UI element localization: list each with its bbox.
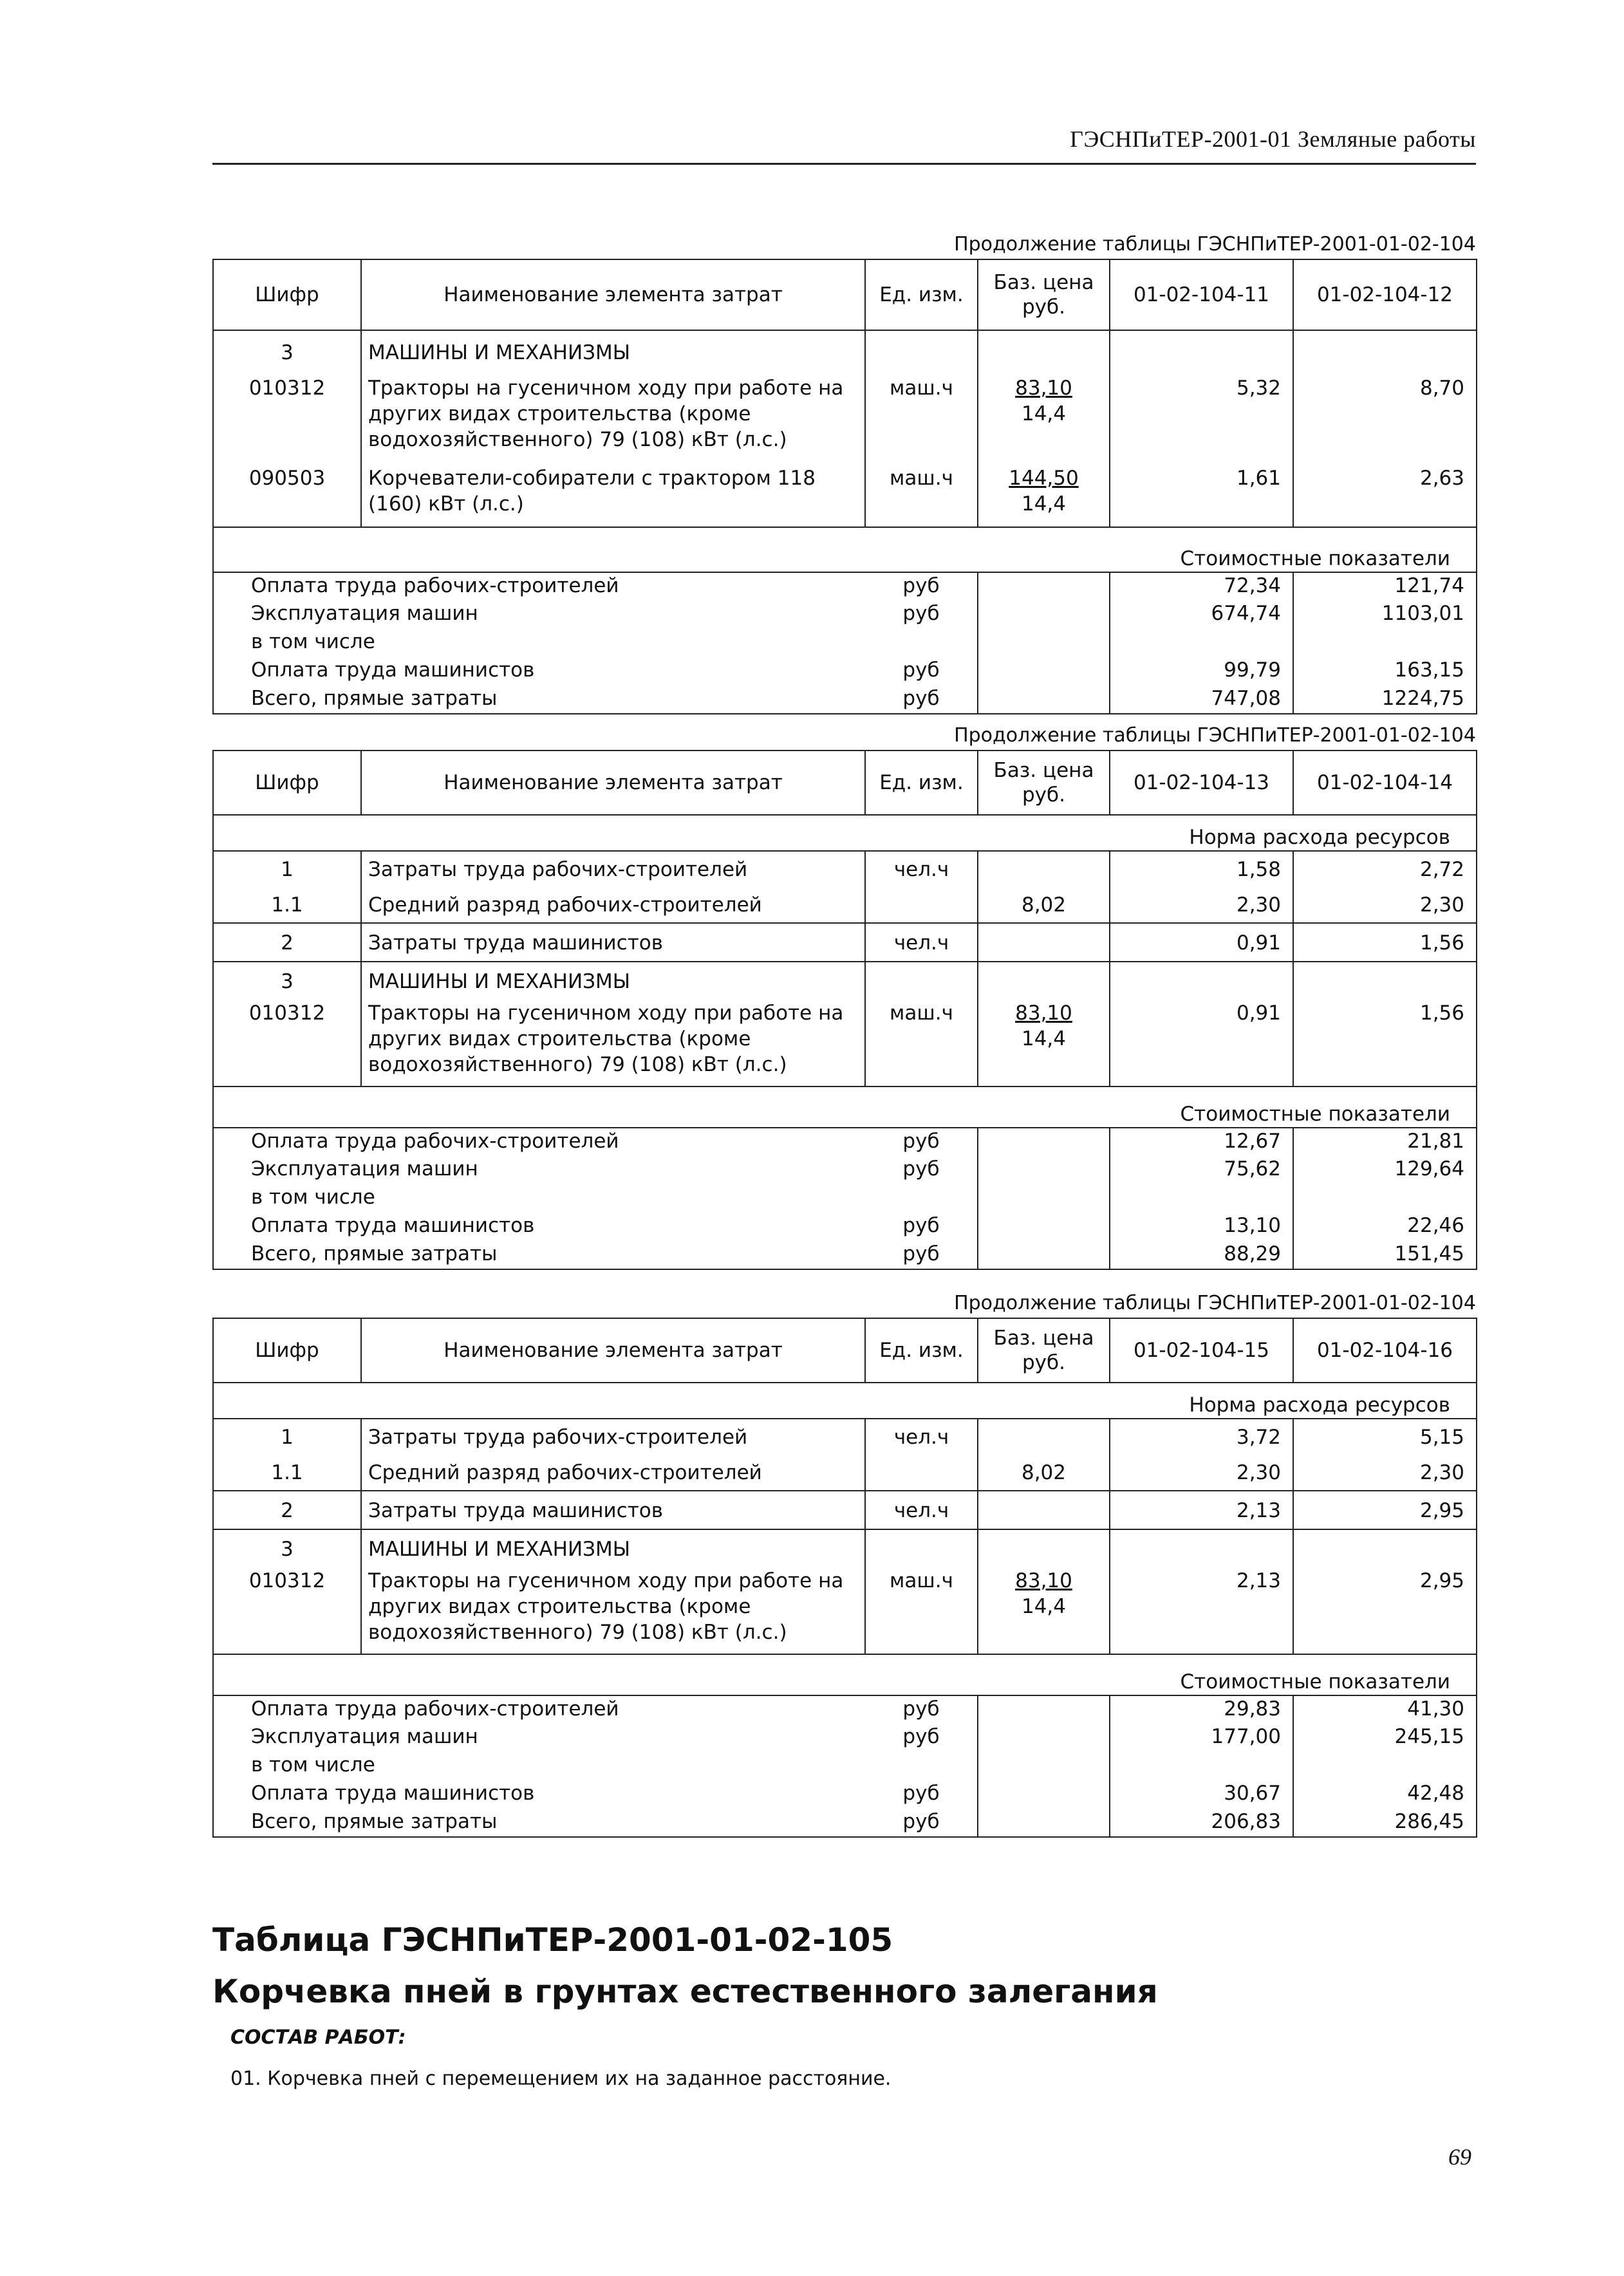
cost-price [978,1809,1110,1837]
row-col-b: 2,30 [1293,887,1477,923]
cost-name: Эксплуатация машин [213,1156,865,1184]
row-col-a: 0,91 [1110,923,1293,962]
cost-unit: руб [865,1809,978,1837]
cost-col-a: 177,00 [1110,1724,1293,1752]
cost-table-2 [212,750,1477,1270]
row-price [978,1419,1110,1455]
row-col-a: 2,13 [1110,1568,1293,1654]
spacer [213,527,1110,572]
cost-price [978,1695,1110,1724]
table-row [213,375,1477,465]
cost-label: Стоимостные показатели [1110,527,1477,572]
table-row [213,1000,1477,1087]
header-price: Баз. цена руб. [978,259,1110,330]
cost-col-a [1110,629,1293,657]
row-price [978,962,1110,1000]
row-col-b: 8,70 [1293,375,1477,465]
cost-col-a: 29,83 [1110,1695,1293,1724]
cost-price [978,629,1110,657]
row-col-b: 5,15 [1293,1419,1477,1455]
cost-row [213,1695,1477,1724]
row-col-a: 2,30 [1110,1455,1293,1491]
page-header [212,126,1476,165]
cost-price [978,1156,1110,1184]
cost-unit: руб [865,1695,978,1724]
row-code: 2 [213,1491,361,1529]
row-unit: маш.ч [865,375,978,465]
cost-unit: руб [865,1241,978,1269]
row-unit: маш.ч [865,1568,978,1654]
cost-unit: руб [865,1128,978,1156]
cost-name: в том числе [213,1184,865,1213]
cost-unit [865,1752,978,1780]
header-unit: Ед. изм. [865,1318,978,1383]
cost-col-a [1110,1184,1293,1213]
cost-name: в том числе [213,629,865,657]
price-index: 14,4 [1021,1595,1067,1618]
cost-col-b: 245,15 [1293,1724,1477,1752]
cost-unit: руб [865,1780,978,1809]
row-code: 1 [213,1419,361,1455]
cost-price [978,1128,1110,1156]
row-price [978,375,1110,465]
row-name: МАШИНЫ И МЕХАНИЗМЫ [361,962,865,1000]
cost-col-b: 129,64 [1293,1156,1477,1184]
row-col-b [1293,330,1477,375]
cost-col-a: 88,29 [1110,1241,1293,1269]
price-value: 144,50 [1009,467,1079,490]
price-value: 83,10 [1015,1569,1072,1592]
cost-row [213,1156,1477,1184]
cost-label: Стоимостные показатели [1110,1087,1477,1128]
table-caption: Продолжение таблицы ГЭСНПиТЕР-2001-01-02-104 [954,233,1476,256]
table-row [213,1419,1477,1455]
row-code: 010312 [213,1000,361,1087]
cost-row [213,657,1477,686]
header-price: Баз. цена руб. [978,751,1110,815]
cost-price [978,1213,1110,1241]
row-col-a [1110,1529,1293,1568]
work-composition-label: СОСТАВ РАБОТ: [230,2026,406,2049]
cost-price [978,657,1110,686]
table-row [213,465,1477,527]
cost-row [213,629,1477,657]
cost-name: Оплата труда рабочих-строителей [213,572,865,601]
row-price: 8,02 [978,887,1110,923]
cost-row [213,1184,1477,1213]
row-col-a [1110,962,1293,1000]
cost-unit: руб [865,1724,978,1752]
cost-unit [865,1184,978,1213]
row-unit: чел.ч [865,851,978,887]
cost-col-b: 286,45 [1293,1809,1477,1837]
price-index: 14,4 [1021,1027,1067,1050]
header-row [213,259,1477,330]
cost-price [978,1241,1110,1269]
cost-price [978,601,1110,629]
cost-row [213,601,1477,629]
row-name: Корчеватели-собиратели с трактором 118 (160) кВт (л.с.) [361,465,865,527]
cost-col-a: 206,83 [1110,1809,1293,1837]
row-name: Средний разряд рабочих-строителей [361,1455,865,1491]
norm-label: Норма расхода ресурсов [1110,815,1477,851]
row-price [978,465,1110,527]
row-price [978,851,1110,887]
row-name: Затраты труда машинистов [361,1491,865,1529]
cost-row [213,1241,1477,1269]
row-unit [865,887,978,923]
cost-col-b: 121,74 [1293,572,1477,601]
header-col-a: 01-02-104-15 [1110,1318,1293,1383]
cost-col-b: 163,15 [1293,657,1477,686]
header-code: Шифр [213,751,361,815]
cost-col-b [1293,629,1477,657]
row-col-b: 2,95 [1293,1491,1477,1529]
header-unit: Ед. изм. [865,751,978,815]
header-col-b: 01-02-104-12 [1293,259,1477,330]
row-col-a: 0,91 [1110,1000,1293,1087]
cost-col-a: 13,10 [1110,1213,1293,1241]
row-col-a: 5,32 [1110,375,1293,465]
row-code: 3 [213,330,361,375]
cost-price [978,686,1110,714]
header-code: Шифр [213,259,361,330]
row-name: МАШИНЫ И МЕХАНИЗМЫ [361,1529,865,1568]
cost-unit: руб [865,1213,978,1241]
cost-row [213,1128,1477,1156]
row-col-b: 1,56 [1293,1000,1477,1087]
header-col-a: 01-02-104-11 [1110,259,1293,330]
cost-name: Оплата труда рабочих-строителей [213,1128,865,1156]
cost-row [213,1752,1477,1780]
spacer [213,1654,1110,1695]
row-name: Затраты труда рабочих-строителей [361,1419,865,1455]
header-name: Наименование элемента затрат [361,751,865,815]
header-text: ГЭСНПиТЕР-2001-01 Земляные работы [1070,126,1476,152]
row-code: 010312 [213,375,361,465]
row-name: Затраты труда машинистов [361,923,865,962]
cost-name: Оплата труда машинистов [213,1213,865,1241]
row-col-a: 2,30 [1110,887,1293,923]
cost-col-b: 151,45 [1293,1241,1477,1269]
cost-table-1 [212,259,1477,714]
row-name: Тракторы на гусеничном ходу при работе на других видах строительства (кроме водохозяйственного) 79 (108) кВт (л.с.) [361,375,865,465]
header-col-b: 01-02-104-16 [1293,1318,1477,1383]
row-col-b: 1,56 [1293,923,1477,962]
cost-col-b: 21,81 [1293,1128,1477,1156]
cost-label-row [213,1087,1477,1128]
row-price: 8,02 [978,1455,1110,1491]
row-col-a: 1,58 [1110,851,1293,887]
header-row [213,751,1477,815]
cost-name: Оплата труда рабочих-строителей [213,1695,865,1724]
spacer [213,815,1110,851]
table-row [213,1491,1477,1529]
header-row [213,1318,1477,1383]
spacer [213,1087,1110,1128]
row-unit: маш.ч [865,465,978,527]
cost-name: Всего, прямые затраты [213,1241,865,1269]
work-item: 01. Корчевка пней с перемещением их на заданное расстояние. [230,2067,891,2090]
row-price [978,1568,1110,1654]
cost-name: Всего, прямые затраты [213,1809,865,1837]
cost-name: Оплата труда машинистов [213,657,865,686]
row-code: 1.1 [213,1455,361,1491]
row-price [978,1529,1110,1568]
header-col-b: 01-02-104-14 [1293,751,1477,815]
norm-label-row [213,815,1477,851]
row-col-b [1293,1529,1477,1568]
row-unit [865,1455,978,1491]
cost-col-b [1293,1184,1477,1213]
cost-col-b: 1103,01 [1293,601,1477,629]
cost-row [213,1780,1477,1809]
row-col-b: 2,72 [1293,851,1477,887]
table-caption: Продолжение таблицы ГЭСНПиТЕР-2001-01-02-104 [954,1292,1476,1314]
cost-col-a: 674,74 [1110,601,1293,629]
row-code: 3 [213,1529,361,1568]
row-col-b [1293,962,1477,1000]
cost-name: Эксплуатация машин [213,601,865,629]
cost-unit: руб [865,572,978,601]
header-unit: Ед. изм. [865,259,978,330]
row-unit [865,1529,978,1568]
cost-price [978,572,1110,601]
table-row [213,851,1477,887]
cost-price [978,1780,1110,1809]
cost-unit: руб [865,686,978,714]
row-price [978,1000,1110,1087]
section-title: Таблица ГЭСНПиТЕР-2001-01-02-105 [212,1921,893,1959]
price-value: 83,10 [1015,377,1072,400]
row-price [978,330,1110,375]
cost-col-b: 22,46 [1293,1213,1477,1241]
table-caption: Продолжение таблицы ГЭСНПиТЕР-2001-01-02-104 [954,724,1476,747]
row-col-a: 3,72 [1110,1419,1293,1455]
cost-unit: руб [865,601,978,629]
header-price: Баз. цена руб. [978,1318,1110,1383]
row-price [978,923,1110,962]
cost-name: в том числе [213,1752,865,1780]
cost-col-a: 72,34 [1110,572,1293,601]
price-value: 83,10 [1015,1002,1072,1025]
cost-col-b: 42,48 [1293,1780,1477,1809]
table-row [213,1568,1477,1654]
row-code: 010312 [213,1568,361,1654]
header-name: Наименование элемента затрат [361,259,865,330]
cost-unit: руб [865,1156,978,1184]
row-col-a [1110,330,1293,375]
row-code: 3 [213,962,361,1000]
cost-price [978,1752,1110,1780]
row-name: Затраты труда рабочих-строителей [361,851,865,887]
table-row [213,330,1477,375]
page-number: 69 [1448,2144,1471,2170]
cost-col-a: 75,62 [1110,1156,1293,1184]
header-name: Наименование элемента затрат [361,1318,865,1383]
row-name: Тракторы на гусеничном ходу при работе на других видах строительства (кроме водохозяйственного) 79 (108) кВт (л.с.) [361,1000,865,1087]
row-name: Тракторы на гусеничном ходу при работе на других видах строительства (кроме водохозяйственного) 79 (108) кВт (л.с.) [361,1568,865,1654]
cost-col-b [1293,1752,1477,1780]
cost-col-b: 41,30 [1293,1695,1477,1724]
row-name: Средний разряд рабочих-строителей [361,887,865,923]
row-unit: чел.ч [865,1419,978,1455]
table-row [213,962,1477,1000]
cost-unit [865,629,978,657]
price-index: 14,4 [1021,402,1067,425]
row-unit [865,962,978,1000]
cost-label-row [213,1654,1477,1695]
norm-label-row [213,1383,1477,1419]
row-code: 090503 [213,465,361,527]
row-col-b: 2,95 [1293,1568,1477,1654]
norm-label: Норма расхода ресурсов [1110,1383,1477,1419]
cost-name: Всего, прямые затраты [213,686,865,714]
header-col-a: 01-02-104-13 [1110,751,1293,815]
cost-row [213,1724,1477,1752]
cost-row [213,686,1477,714]
row-unit: чел.ч [865,1491,978,1529]
row-code: 2 [213,923,361,962]
row-code: 1 [213,851,361,887]
table-row [213,887,1477,923]
cost-price [978,1724,1110,1752]
row-unit: чел.ч [865,923,978,962]
row-unit: маш.ч [865,1000,978,1087]
cost-table-3 [212,1318,1477,1838]
cost-name: Оплата труда машинистов [213,1780,865,1809]
cost-col-b: 1224,75 [1293,686,1477,714]
row-col-a: 2,13 [1110,1491,1293,1529]
table-row [213,1529,1477,1568]
cost-label-row [213,527,1477,572]
cost-row [213,1213,1477,1241]
cost-col-a [1110,1752,1293,1780]
section-subtitle: Корчевка пней в грунтах естественного залегания [212,1973,1158,2010]
row-col-b: 2,63 [1293,465,1477,527]
price-index: 14,4 [1021,492,1067,516]
spacer [213,1383,1110,1419]
row-unit [865,330,978,375]
row-code: 1.1 [213,887,361,923]
table-row [213,923,1477,962]
cost-col-a: 99,79 [1110,657,1293,686]
cost-label: Стоимостные показатели [1110,1654,1477,1695]
row-col-b: 2,30 [1293,1455,1477,1491]
cost-price [978,1184,1110,1213]
cost-row [213,1809,1477,1837]
cost-col-a: 30,67 [1110,1780,1293,1809]
cost-name: Эксплуатация машин [213,1724,865,1752]
cost-col-a: 747,08 [1110,686,1293,714]
cost-row [213,572,1477,601]
row-col-a: 1,61 [1110,465,1293,527]
row-price [978,1491,1110,1529]
row-name: МАШИНЫ И МЕХАНИЗМЫ [361,330,865,375]
cost-unit: руб [865,657,978,686]
cost-col-a: 12,67 [1110,1128,1293,1156]
table-row [213,1455,1477,1491]
header-code: Шифр [213,1318,361,1383]
